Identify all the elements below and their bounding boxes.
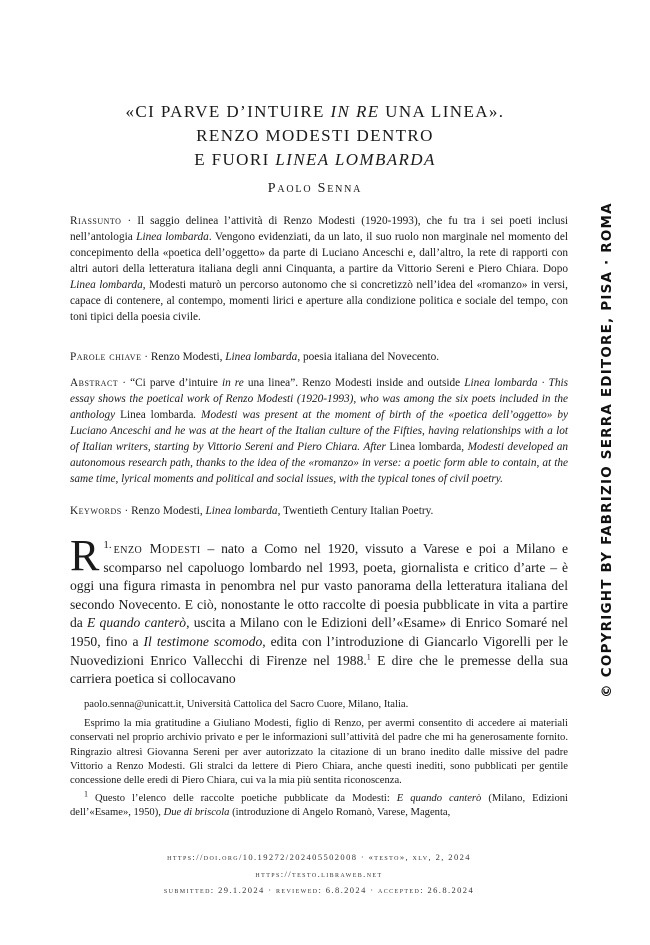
footer-doi[interactable]: https://doi.org/10.19272/202405502008 · «testo», xlv, 2, 2024 [167, 852, 471, 862]
section-number: 1. [103, 539, 112, 551]
riassunto-label: Riassunto [70, 215, 122, 227]
title-line-1: «CI PARVE D’INTUIRE IN RE UNA LINEA». [125, 102, 505, 121]
author-affiliation: paolo.senna@unicatt.it, Università Cattolica del Sacro Cuore, Milano, Italia. [84, 699, 409, 710]
copyright-sidebar [594, 202, 620, 698]
footnote-ref[interactable]: 1 [366, 652, 371, 662]
title-line-3: E FUORI LINEA LOMBARDA [194, 150, 436, 169]
author-subject-name: enzo Modesti [113, 541, 201, 556]
author-name: Paolo Senna [267, 181, 363, 196]
article-title [70, 100, 560, 172]
keywords-paragraph: Keywords · Renzo Modesti, Linea lombarda, Twentieth Century Italian Poetry. [70, 505, 434, 517]
parole-chiave-paragraph: Parole chiave · Renzo Modesti, Linea lombarda, poesia italiana del Novecento. [70, 351, 440, 363]
abstract-label: Abstract [70, 377, 119, 389]
drop-cap: R [70, 531, 100, 580]
footnotes [70, 698, 568, 825]
copyright-notice: © COPYRIGHT BY FABRIZIO SERRA EDITORE, PISA · ROMA [599, 202, 615, 698]
footer-url[interactable]: https://testo.libraweb.net [255, 869, 383, 879]
keywords-label: Keywords [70, 505, 122, 517]
footnote-1-number: 1 [84, 789, 88, 799]
riassunto-paragraph: Riassunto · Il saggio delinea l’attività di Renzo Modesti (1920-1993), che fu tra i sei poeti inclusi nell’antologia Linea lombarda. Vengono evidenziati, da un lato, il suo ruolo non marginale nel momento del concepimento della «poetica dell’oggetto» da parte di Luciano Anceschi e, dall’altro, la rete di rapporti con altri autori della letteratura italiana degli anni Cinquanta, a partire da Vittorio Sereni e Piero Chiara. Dopo Linea lombarda, Modesti maturò un percorso autonomo che si concretizzò nell’idea del «romanzo» in versi, capace di contenere, al contempo, momenti lirici e aperture alla condizione politica e sociale del tempo, con toni tipici della poesia civile. [70, 215, 568, 323]
footnote-1: $^1$ Questo l’elenco delle raccolte poetiche pubblicate da Modesti: E quando canterò (Milano, Edizioni dell’«Esame», 1950), Due di briscola (introduzione di Angelo Romanò, Varese, Magenta, [70, 789, 568, 819]
body-paragraph: $^{1.}$ R enzo Modesti – nato a Como nel 1920, vissuto a Varese e poi a Milano e scomparso nel capoluogo lombardo nel 1993, poeta, giornalista e critico d’arte – è oggi una figura rimasta in penombra nel pur vasto panorama della letteratura italiana del secondo Novecento. E ciò, nonostante le otto raccolte di poesia pubblicate in vita a partire da E quando canterò, uscita a Milano con le Edizioni dell’«Esame» di Enrico Somaré nel 1950, fino a Il testimone scomodo, edita con l’introduzione di Giancarlo Vigorelli per le Nuovedizioni Enrico Vallecchi di Firenze nel 1988.$^1$ E dire che le premesse della sua carriera poetica si collocavano [70, 531, 569, 687]
parole-chiave-label: Parole chiave [70, 351, 142, 363]
footer-dates: submitted: 29.1.2024 · reviewed: 6.8.2024 · accepted: 26.8.2024 [163, 885, 475, 895]
title-line-2: RENZO MODESTI DENTRO [196, 126, 434, 145]
abstract-paragraph: Abstract · “Ci parve d’intuire in re una linea”. Renzo Modesti inside and outside Linea lombarda · This essay shows the poetical work of Renzo Modesti (1920-1993), who was among the six poets included in the anthology Linea lombarda. Modesti was present at the moment of birth of the «poetica dell’oggetto» by Luciano Anceschi and he was at the heart of the Italian culture of the Fifties, having relationships with a lot of Italian writers, starting by Vittorio Sereni and Piero Chiara. After Linea lombarda, Modesti developed an autonomous research path, thanks to the idea of the «romanzo» in verse: a poetic form able to contain, at the same time, lyrical moments and political and social issues, with the typical tones of civil poetry. [70, 377, 569, 485]
acknowledgements: Esprimo la mia gratitudine a Giuliano Modesti, figlio di Renzo, per avermi consentito di accedere ai materiali conservati nel proprio archivio privato e per le informazioni sull’attività del padre che mi ha generosamente fornito. Ringrazio altresì Giovanna Sereni per aver autorizzato la citazione di un brano inedito dalle missive del padre Vittorio a Renzo Modesti. Gli stralci da lettere di Piero Chiara, anche questi inediti, sono pubblicati per gentile concessione delle eredi di Piero Chiara, cui va la mia più sentita riconoscenza. [70, 718, 568, 787]
